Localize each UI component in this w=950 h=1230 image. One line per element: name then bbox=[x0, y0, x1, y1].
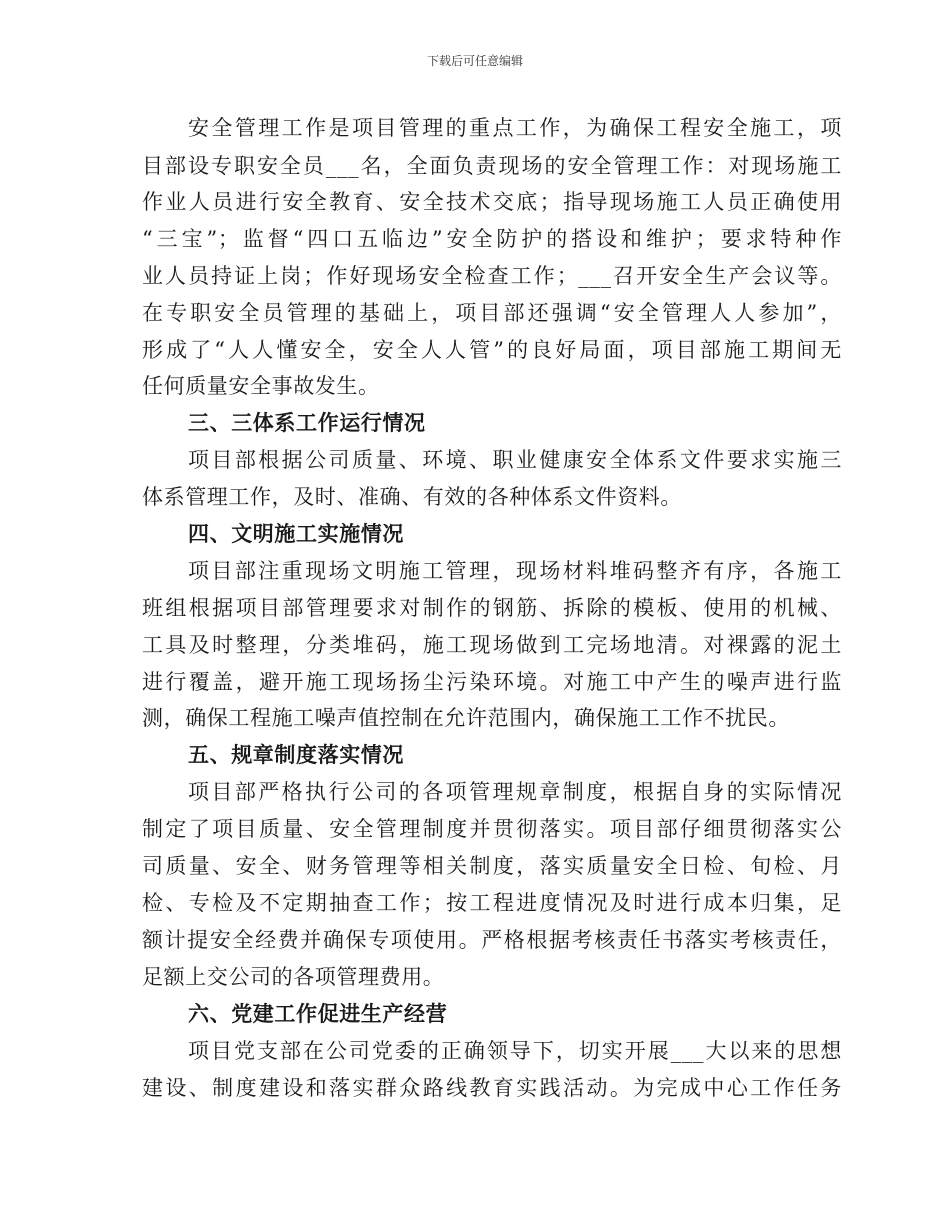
paragraph-line: 安全管理工作是项目管理的重点工作，为确保工程安全施工，项 bbox=[188, 116, 842, 140]
paragraph-line: 形成了“人人懂安全，安全人人管”的良好局面，项目部施工期间无 bbox=[142, 338, 842, 362]
paragraph-line: 工具及时整理，分类堆码，施工现场做到工完场地清。对裸露的泥土 bbox=[142, 633, 842, 657]
paragraph-line: 建设、制度建设和落实群众路线教育实践活动。为完成中心工作任务 bbox=[142, 1076, 842, 1100]
paragraph-line: 业人员持证上岗；作好现场安全检查工作；___召开安全生产会议等。 bbox=[142, 264, 842, 288]
section-heading: 四、文明施工实施情况 bbox=[188, 521, 404, 546]
paragraph-line: 进行覆盖，避开施工现场扬尘污染环境。对施工中产生的噪声进行监 bbox=[142, 670, 842, 694]
paragraph-line: 目部设专职安全员___名，全面负责现场的安全管理工作：对现场施工 bbox=[142, 154, 842, 178]
paragraph-line: 项目部严格执行公司的各项管理规章制度，根据自身的实际情况 bbox=[188, 780, 842, 804]
paragraph-line: 作业人员进行安全教育、安全技术交底；指导现场施工人员正确使用 bbox=[142, 190, 842, 214]
paragraph-line: 在专职安全员管理的基础上，项目部还强调“安全管理人人参加”， bbox=[142, 301, 842, 325]
page-header: 下载后可任意编辑 bbox=[426, 54, 523, 68]
section-heading: 六、党建工作促进生产经营 bbox=[188, 1001, 448, 1026]
paragraph-line: 体系管理工作，及时、准确、有效的各种体系文件资料。 bbox=[142, 485, 682, 509]
paragraph-line: 制定了项目质量、安全管理制度并贯彻落实。项目部仔细贯彻落实公 bbox=[142, 817, 842, 841]
paragraph-line: 检、专检及不定期抽查工作；按工程进度情况及时进行成本归集，足 bbox=[142, 891, 842, 915]
paragraph-line: 项目部注重现场文明施工管理，现场材料堆码整齐有序，各施工 bbox=[188, 559, 842, 583]
paragraph-line: 测，确保工程施工噪声值控制在允许范围内，确保施工工作不扰民。 bbox=[142, 706, 790, 730]
paragraph-line: 班组根据项目部管理要求对制作的钢筋、拆除的模板、使用的机械、 bbox=[142, 596, 842, 620]
paragraph-line: 额计提安全经费并确保专项使用。严格根据考核责任书落实考核责任， bbox=[142, 928, 842, 952]
paragraph-line: 项目部根据公司质量、环境、职业健康安全体系文件要求实施三 bbox=[188, 448, 842, 472]
paragraph-line: “三宝”；监督“四口五临边”安全防护的搭设和维护；要求特种作 bbox=[142, 227, 842, 251]
section-heading: 五、规章制度落实情况 bbox=[188, 742, 404, 767]
section-heading: 三、三体系工作运行情况 bbox=[188, 410, 426, 435]
paragraph-line: 任何质量安全事故发生。 bbox=[142, 374, 380, 398]
paragraph-line: 足额上交公司的各项管理费用。 bbox=[142, 965, 445, 989]
paragraph-line: 项目党支部在公司党委的正确领导下，切实开展___大以来的思想 bbox=[188, 1039, 842, 1063]
paragraph-line: 司质量、安全、财务管理等相关制度，落实质量安全日检、旬检、月 bbox=[142, 854, 842, 878]
